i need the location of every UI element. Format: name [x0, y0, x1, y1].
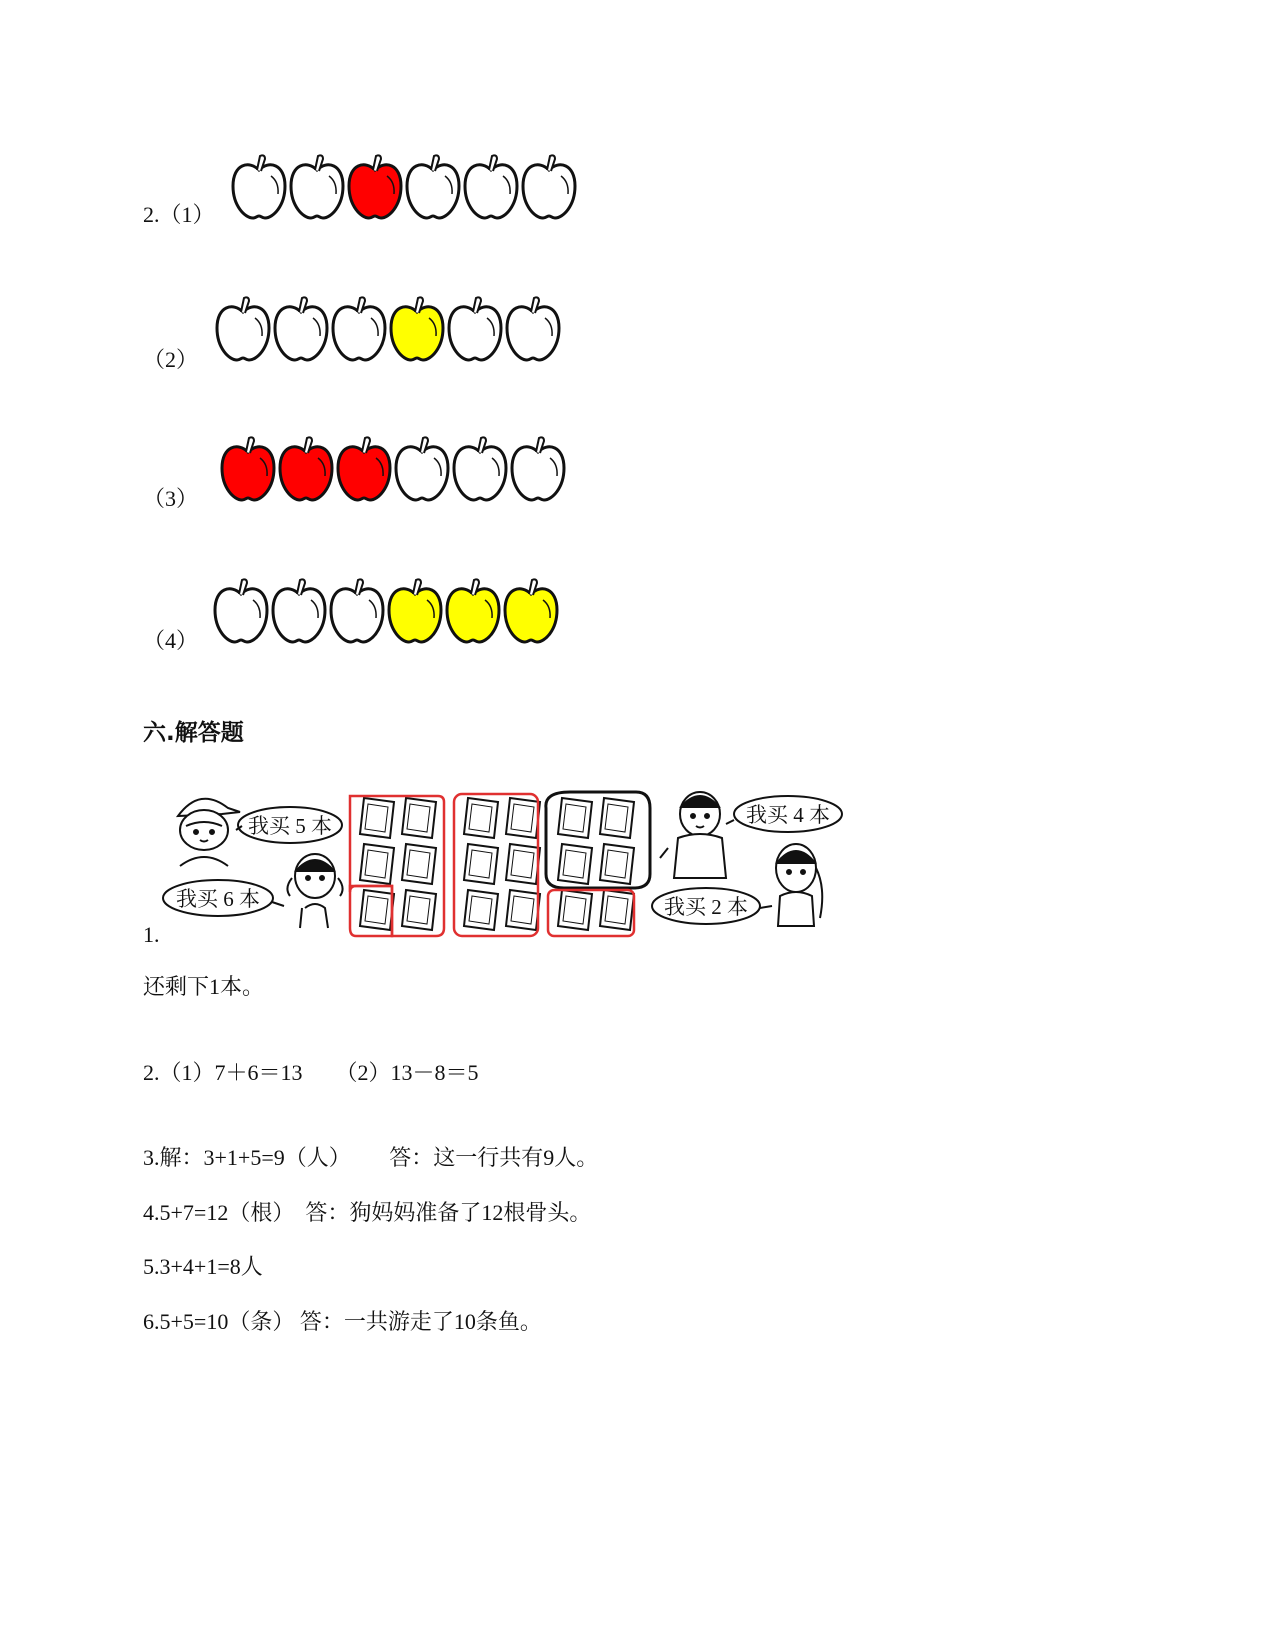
- apple-white: [465, 155, 517, 218]
- apple-row-2: [212, 290, 566, 370]
- q2-label-2: （2）: [143, 347, 199, 372]
- apple-row-3: [217, 430, 571, 510]
- apple-row-4: [210, 572, 564, 652]
- apple-white: [507, 297, 559, 360]
- answer-6: 6.5+5=10（条） 答：一共游走了10条鱼。: [143, 1309, 542, 1334]
- apple-white: [523, 155, 575, 218]
- apple-white: [454, 437, 506, 500]
- book: [506, 890, 540, 930]
- apple-row-1: [228, 148, 582, 228]
- apple-white: [215, 579, 267, 642]
- apple-yellow: [447, 579, 499, 642]
- answer-3: 3.解：3+1+5=9（人） 答：这一行共有9人。: [143, 1145, 599, 1170]
- apple-white: [331, 579, 383, 642]
- bubble-text-tr: 我买 4 本: [746, 803, 830, 827]
- apple-white: [396, 437, 448, 500]
- apple-red: [338, 437, 390, 500]
- apple-white: [273, 579, 325, 642]
- apple-red: [280, 437, 332, 500]
- apple-white: [333, 297, 385, 360]
- book: [464, 844, 498, 884]
- section-title: 六.解答题: [143, 720, 244, 746]
- boy-figure-right: [660, 792, 726, 878]
- book: [558, 798, 592, 838]
- q2-label-4: （4）: [143, 628, 199, 653]
- book: [464, 798, 498, 838]
- q2-label-1: 2.（1）: [143, 202, 215, 227]
- book: [600, 798, 634, 838]
- apple-white: [275, 297, 327, 360]
- book: [402, 890, 436, 930]
- apple-red: [349, 155, 401, 218]
- bubble-bottom-right: [652, 888, 772, 924]
- apple-yellow: [389, 579, 441, 642]
- bubble-top-right: [726, 796, 842, 832]
- book: [558, 844, 592, 884]
- book: [402, 844, 436, 884]
- q2-label-3: （3）: [143, 486, 199, 511]
- book: [360, 798, 394, 838]
- book: [464, 890, 498, 930]
- book: [600, 844, 634, 884]
- book: [506, 844, 540, 884]
- apple-white: [449, 297, 501, 360]
- book: [558, 890, 592, 930]
- apple-white: [217, 297, 269, 360]
- apple-white: [233, 155, 285, 218]
- girl-figure-left: [287, 854, 342, 928]
- apple-row-svg: [217, 430, 571, 506]
- book-figure-svg: [160, 778, 860, 948]
- answer-2: 2.（1）7＋6＝13 （2）13－8＝5: [143, 1060, 479, 1085]
- answer-1-label: 1.: [143, 922, 160, 947]
- apple-yellow: [505, 579, 557, 642]
- book-purchase-figure: [160, 778, 860, 948]
- answer-5: 5.3+4+1=8人: [143, 1254, 263, 1279]
- apple-red: [222, 437, 274, 500]
- answer-4: 4.5+7=12（根） 答：狗妈妈准备了12根骨头。: [143, 1200, 592, 1225]
- girl-figure-right: [776, 844, 822, 926]
- apple-white: [291, 155, 343, 218]
- books-grid: [360, 798, 634, 930]
- answer-1-text: 还剩下1本。: [143, 974, 265, 999]
- book: [506, 798, 540, 838]
- book: [600, 890, 634, 930]
- bubble-text-br: 我买 2 本: [664, 895, 748, 919]
- apple-row-svg: [228, 148, 582, 224]
- bubble-top-left: [236, 807, 342, 843]
- book: [360, 844, 394, 884]
- bubble-bottom-left: [163, 880, 284, 916]
- apple-yellow: [391, 297, 443, 360]
- bubble-text-bl: 我买 6 本: [176, 887, 260, 911]
- apple-row-svg: [212, 290, 566, 366]
- book: [360, 890, 394, 930]
- bubble-text-tl: 我买 5 本: [248, 814, 332, 838]
- apple-white: [512, 437, 564, 500]
- apple-white: [407, 155, 459, 218]
- apple-row-svg: [210, 572, 564, 648]
- boy-figure-left: [178, 799, 240, 866]
- book: [402, 798, 436, 838]
